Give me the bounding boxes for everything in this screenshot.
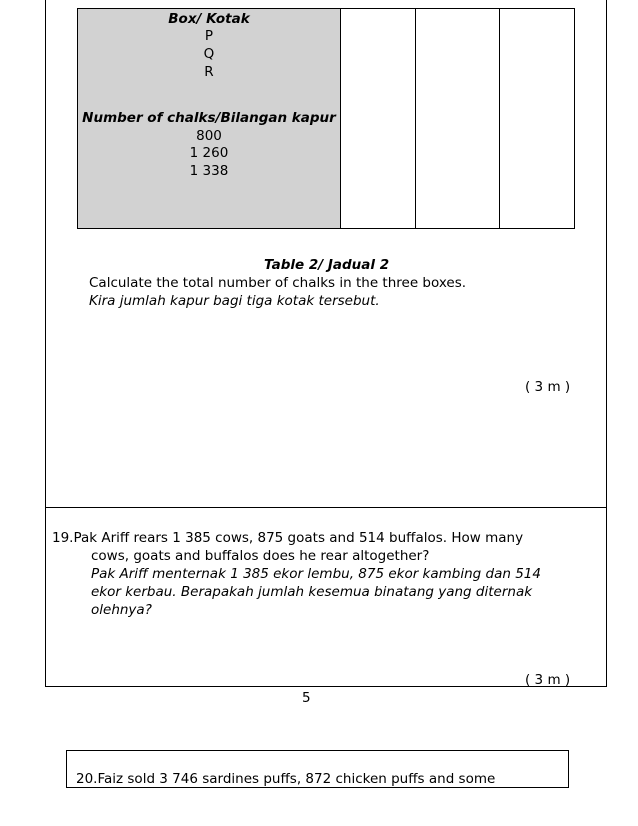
question-18-text-en: Calculate the total number of chalks in the three boxes.	[89, 275, 467, 291]
table-column-divider	[499, 9, 500, 228]
table-caption: Table 2/ Jadual 2	[264, 257, 390, 273]
table-column-divider	[415, 9, 416, 228]
page-number: 5	[302, 690, 311, 706]
table-header-box: Box/ Kotak	[168, 11, 250, 27]
outer-box-bottom-border	[45, 686, 607, 687]
table-header-chalks: Number of chalks/Bilangan kapur	[82, 110, 336, 126]
question-20-line: 20.Faiz sold 3 746 sardines puffs, 872 chicken puffs and some	[76, 771, 496, 787]
table-chalk-value: 1 338	[189, 163, 229, 179]
table-box-label: P	[204, 28, 214, 44]
question-divider	[45, 507, 607, 508]
question-19-line: ekor kerbau. Berapakah jumlah kesemua binatang yang diternak	[91, 584, 533, 600]
question-19-line: Pak Ariff menternak 1 385 ekor lembu, 875 ekor kambing dan 514	[91, 566, 541, 582]
question-19-line: olehnya?	[91, 602, 152, 618]
outer-box-right-border	[606, 0, 607, 687]
question-19-line: cows, goats and buffalos does he rear altogether?	[91, 548, 430, 564]
outer-box-left-border	[45, 0, 46, 687]
question-18-marks: ( 3 m )	[525, 379, 571, 395]
question-18-text-ms: Kira jumlah kapur bagi tiga kotak tersebut.	[89, 293, 380, 309]
question-19-marks: ( 3 m )	[525, 672, 571, 688]
table-box-label: Q	[203, 46, 215, 62]
question-19-line: 19.Pak Ariff rears 1 385 cows, 875 goats and 514 buffalos. How many	[52, 530, 524, 546]
table-chalk-value: 1 260	[189, 145, 229, 161]
table-chalk-value: 800	[196, 128, 222, 144]
table-box-label: R	[204, 64, 214, 80]
